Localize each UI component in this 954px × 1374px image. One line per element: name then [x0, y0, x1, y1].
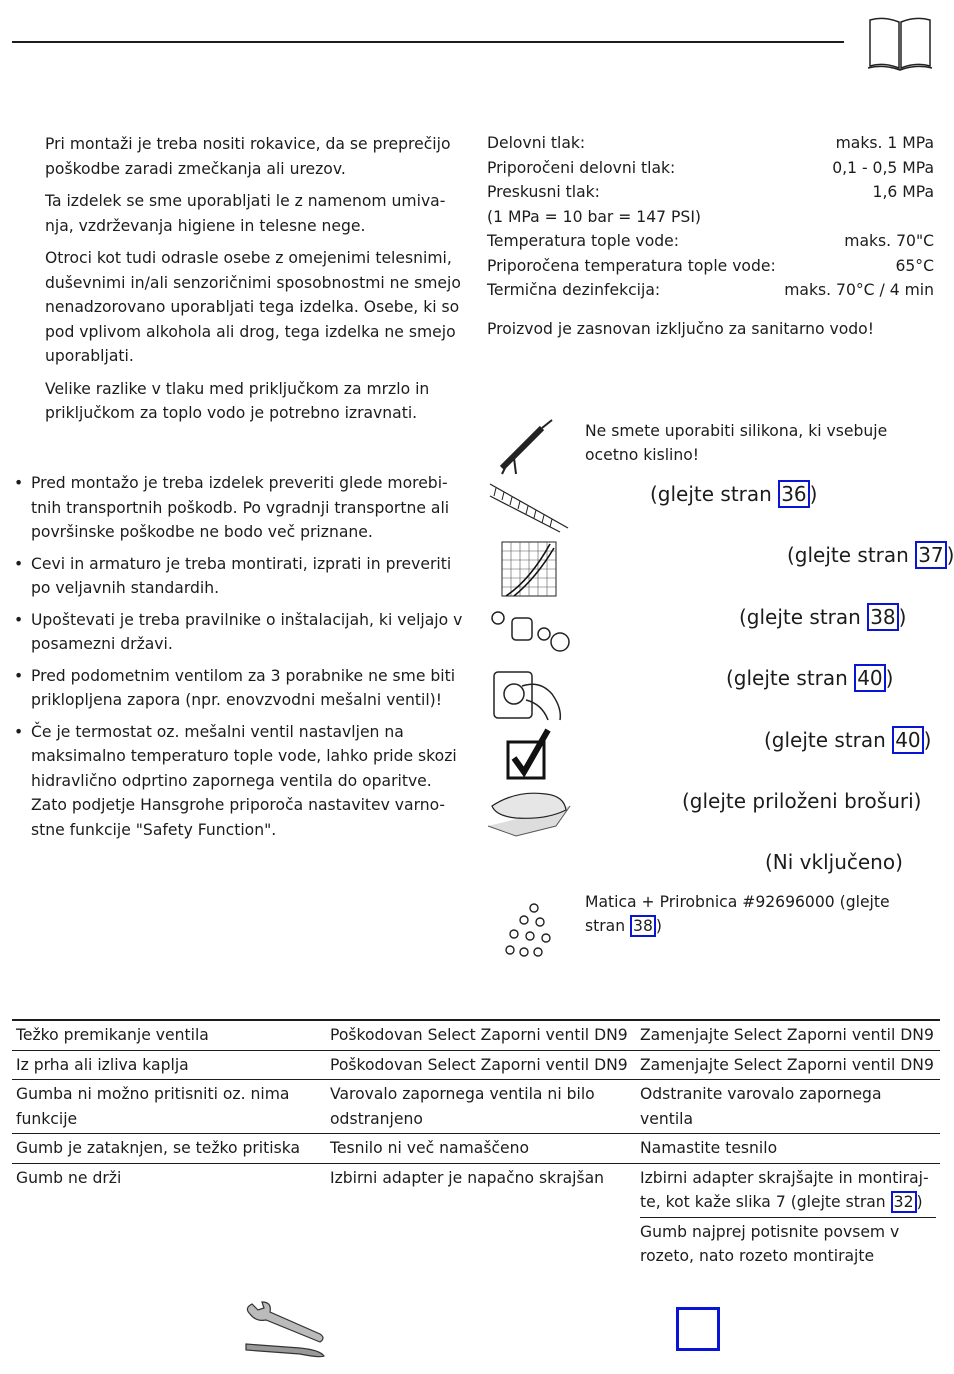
table-row	[12, 1134, 940, 1164]
spec-value: maks. 70°C / 4 min	[784, 281, 934, 299]
cause-cell: Tesnilo ni več namaščeno	[330, 1139, 530, 1157]
cert-ref: (glejte stran 40 )	[764, 728, 932, 752]
spec-row	[487, 278, 934, 303]
test-ref: (glejte stran 40 )	[726, 666, 894, 690]
spec-row	[487, 131, 934, 156]
page-link[interactable]: 37	[915, 541, 946, 569]
nuts-icon	[500, 900, 560, 962]
safety-usage: Ta izdelek se sme uporabljati le z namenom umiva-nja, vzdrževanja higiene in telesne nege.	[45, 192, 446, 235]
hand-valve-icon	[492, 664, 564, 722]
not-included: (Ni vključeno)	[765, 850, 903, 874]
spec-row	[487, 254, 934, 279]
product-note: Proizvod je zasnovan izključno za sanitarno vodo!	[487, 320, 874, 338]
book-icon	[866, 14, 934, 72]
cause-cell: Poškodovan Select Zaporni ventil DN9	[330, 1026, 628, 1044]
page-link[interactable]: 38	[630, 915, 656, 937]
empty-marker-box	[676, 1307, 720, 1351]
solution-cell: Zamenjajte Select Zaporni ventil DN9	[640, 1026, 934, 1044]
solution-cell: Namastite tesnilo	[640, 1139, 778, 1157]
silicone-gun-icon	[494, 418, 558, 476]
safety-children: Otroci kot tudi odrasle osebe z omejenimi telesnimi, duševnimi in/ali senzoričnimi sposobnostmi ne smejo nenadzorovano uporabljati tega izdelka. Osebe, ki so pod vplivom alkohola ali drog, tega izdelka ne smejo uporabljati.	[45, 249, 461, 365]
dimensions-ref: (glejte stran 36 )	[650, 482, 818, 506]
spare-ref: (glejte stran 38 )	[739, 605, 907, 629]
checkbox-icon	[504, 726, 556, 782]
cause-cell: Varovalo zapornega ventila ni bilo odstranjeno	[330, 1085, 595, 1128]
solution-cell: Odstranite varovalo zapornega ventila	[640, 1085, 882, 1128]
spec-row	[487, 229, 934, 254]
problem-cell: Gumb je zataknjen, se težko pritiska	[16, 1139, 301, 1157]
cleaning-hand-icon	[486, 786, 572, 838]
problem-cell: Iz prha ali izliva kaplja	[16, 1055, 189, 1074]
header-rule	[12, 41, 844, 43]
cleaning-ref: (glejte priloženi brošuri)	[682, 789, 922, 813]
wrench-screwdriver-icon	[240, 1300, 330, 1360]
troubleshooting-table	[12, 1019, 940, 1271]
table-row	[12, 1080, 940, 1134]
spec-label: Priporočeni delovni tlak:	[487, 158, 676, 177]
cause-cell: Poškodovan Select Zaporni ventil DN9	[330, 1055, 628, 1074]
solution-primary: Izbirni adapter skrajšajte in montiraj-te, kot kaže slika 7 (glejte stran 32 )	[640, 1166, 936, 1218]
silicone-note: Ne smete uporabiti silikona, ki vsebuje ocetno kislino!	[585, 422, 888, 464]
spec-row	[487, 205, 934, 230]
technical-data	[487, 131, 934, 303]
spec-label: Temperatura tople vode:	[487, 232, 679, 250]
spec-value: 1,6 MPa	[872, 183, 934, 201]
spare-parts-icon	[488, 604, 572, 658]
flow-ref: (glejte stran 37 )	[787, 543, 954, 567]
problem-cell: Težko premikanje ventila	[16, 1026, 209, 1044]
spec-value: 65°C	[895, 256, 934, 275]
spec-label: Priporočena temperatura tople vode:	[487, 256, 776, 275]
spec-value: maks. 1 MPa	[835, 134, 934, 152]
spec-value: maks. 70"C	[844, 232, 934, 250]
list-item: • Pred montažo je treba izdelek preveriti glede morebi-tnih transportnih poškodb. Po vgradnji transportne ali površinske poškodbe ne bodo več priznane.	[14, 471, 469, 545]
list-item: • Upoštevati je treba pravilnike o inštalacijah, ki veljajo v posamezni državi.	[14, 608, 469, 657]
table-row	[12, 1163, 940, 1271]
spec-row	[487, 180, 934, 205]
nut-note: Matica + Prirobnica #92696000 (glejte stran 38 )	[585, 893, 890, 935]
table-row	[12, 1050, 940, 1080]
problem-cell: Gumb ne drži	[16, 1168, 122, 1187]
spec-label: Termična dezinfekcija:	[487, 281, 661, 299]
safety-gloves: Pri montaži je treba nositi rokavice, da se preprečijo poškodbe zaradi zmečkanja ali urezov.	[45, 135, 451, 178]
page-link[interactable]: 38	[867, 603, 898, 631]
safety-pressure: Velike razlike v tlaku med priključkom za mrzlo in priključkom za toplo vodo je potrebno izravnati.	[45, 379, 430, 422]
cause-cell: Izbirni adapter je napačno skrajšan	[330, 1168, 605, 1187]
page-link[interactable]: 40	[892, 726, 923, 754]
spec-label: (1 MPa = 10 bar = 147 PSI)	[487, 207, 702, 226]
solution-cell	[636, 1163, 940, 1271]
solution-cell: Zamenjajte Select Zaporni ventil DN9	[640, 1055, 934, 1074]
safety-section	[45, 132, 470, 434]
table-row	[12, 1020, 940, 1050]
mounting-notes	[14, 471, 469, 849]
list-item: • Če je termostat oz. mešalni ventil nastavljen na maksimalno temperaturo tople vode, lahko pride skozi hidravlično odprtino zapornega ventila do oparitve. Zato podjetje Hansgrohe priporoča nastavitev varno-stne funkcije "Safety Function".	[14, 720, 469, 843]
ruler-icon	[488, 480, 570, 532]
spec-label: Preskusni tlak:	[487, 183, 600, 201]
spec-row	[487, 156, 934, 181]
problem-cell: Gumba ni možno pritisniti oz. nima funkcije	[16, 1085, 290, 1128]
spec-label: Delovni tlak:	[487, 134, 586, 152]
spec-value: 0,1 - 0,5 MPa	[832, 158, 934, 177]
flow-diagram-icon	[500, 540, 558, 598]
page-link[interactable]: 32	[891, 1191, 917, 1213]
solution-secondary: Gumb najprej potisnite povsem v rozeto, nato rozeto montirajte	[640, 1222, 900, 1265]
list-item: • Cevi in armaturo je treba montirati, izprati in preveriti po veljavnih standardih.	[14, 552, 469, 601]
page-link[interactable]: 36	[778, 480, 809, 508]
list-item: • Pred podometnim ventilom za 3 porabnike ne sme biti priklopljena zapora (npr. enovzvodni mešalni ventil)!	[14, 664, 469, 713]
page-link[interactable]: 40	[854, 664, 885, 692]
